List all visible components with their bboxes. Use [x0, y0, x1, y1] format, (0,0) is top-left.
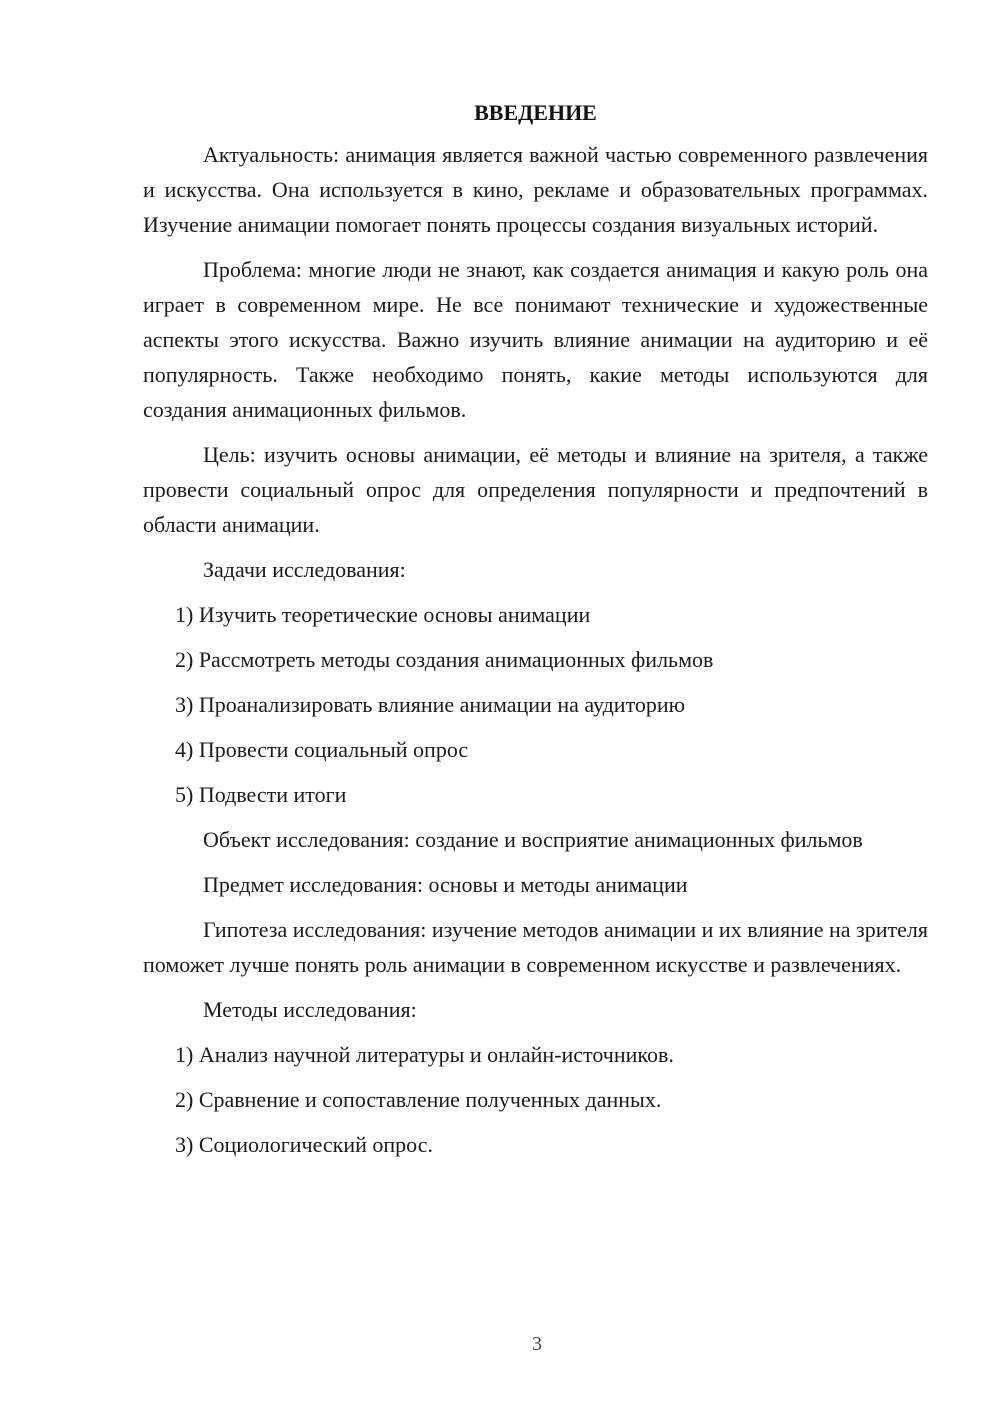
subject-paragraph: Предмет исследования: основы и методы анимации [203, 872, 688, 897]
tasks-heading: Задачи исследования: [203, 557, 406, 582]
list-item: 2) Рассмотреть методы создания анимационных фильмов [175, 647, 714, 672]
list-item: 2) Сравнение и сопоставление полученных данных. [175, 1087, 662, 1112]
list-item: 3) Социологический опрос. [175, 1132, 433, 1157]
list-item: 1) Анализ научной литературы и онлайн-источников. [175, 1042, 674, 1067]
problem-paragraph: Проблема: многие люди не знают, как создается анимация и какую роль она играет в современном мире. Не все понимают технические и художественные аспекты этого искусства. Важно изучить влияние анимации на аудиторию и её популярность. Также необходимо понять, какие методы используются для создания анимационных фильмов. [143, 257, 928, 422]
list-item: 3) Проанализировать влияние анимации на аудиторию [175, 692, 686, 717]
list-item: 4) Провести социальный опрос [175, 737, 469, 762]
page-number: 3 [532, 1333, 542, 1355]
list-item: 5) Подвести итоги [175, 782, 347, 807]
goal-paragraph: Цель: изучить основы анимации, её методы и влияние на зрителя, а также провести социальный опрос для определения популярности и предпочтений в области анимации. [143, 442, 928, 537]
object-paragraph: Объект исследования: создание и восприятие анимационных фильмов [203, 827, 863, 852]
tasks-list [143, 597, 928, 812]
methods-heading: Методы исследования: [203, 997, 417, 1022]
page-content [143, 98, 928, 1172]
methods-list [143, 1037, 928, 1162]
page-title: ВВЕДЕНИЕ [474, 100, 597, 125]
list-item: 1) Изучить теоретические основы анимации [175, 602, 591, 627]
relevance-paragraph: Актуальность: анимация является важной частью современного развлечения и искусства. Она используется в кино, рекламе и образовательных программах. Изучение анимации помогает понять процессы создания визуальных историй. [143, 142, 928, 237]
hypothesis-paragraph: Гипотеза исследования: изучение методов анимации и их влияние на зрителя поможет лучше понять роль анимации в современном искусстве и развлечениях. [143, 917, 928, 977]
